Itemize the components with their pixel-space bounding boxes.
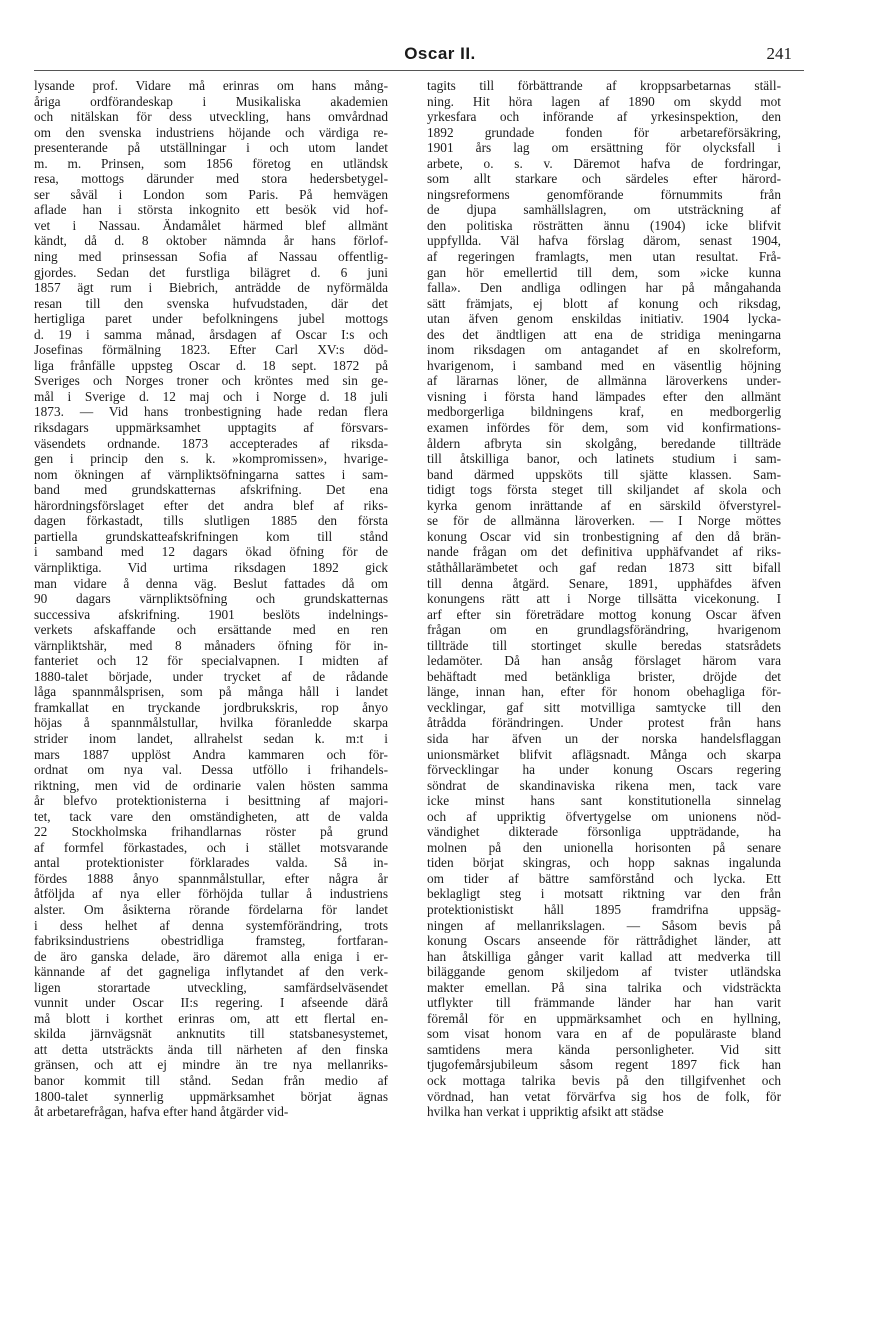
text-line: tagits till förbättrande af kroppsarbetarnas ställ- — [427, 78, 781, 93]
text-line: af lärarnas löner, de allmänna läroverkens under- — [427, 373, 781, 389]
text-line: han åtskilliga gånger varit kallad att medverka till — [427, 948, 781, 964]
text-line: och af uppriktig öfvertygelse om unionens nöd- — [427, 808, 781, 824]
text-line: tidigt togs första steget till skiljandet af skola och — [427, 482, 781, 498]
text-line: ligen storartade utveckling, samfärdselväsendet — [34, 979, 388, 995]
left-column — [34, 78, 388, 1120]
text-line: om tider af bättre samförstånd och lycka. Ett — [427, 870, 781, 886]
text-line: des det ändtligen att ena de stridiga meningarna — [427, 326, 781, 342]
text-line: af regeringen framlagts, men utan resultat. Frå- — [427, 249, 781, 265]
text-line: dagen förkastadt, tills slutligen 1885 den första — [34, 513, 388, 529]
text-line: riktning, men vid de ordinarie valen hösten samma — [34, 777, 388, 793]
right-column — [427, 78, 781, 1120]
text-line: ser såväl i London som Paris. På hemvägen — [34, 186, 388, 202]
text-line: förvecklingar ha under konung Oscars regering — [427, 762, 781, 778]
text-line: höjas å spannmålstullar, hvilka föranledde skarpa — [34, 715, 388, 731]
text-line: länge, innan han, efter för honom obehagliga för- — [427, 684, 781, 700]
text-line: mål i Sverige d. 12 maj och i Norge d. 18 juli — [34, 388, 388, 404]
text-line: åldern afbryta sin skolgång, beredande tillträde — [427, 435, 781, 451]
text-line: Josefinas förmälning 1823. Efter Carl XV:s död- — [34, 342, 388, 358]
header-rule — [34, 70, 804, 71]
text-line: konung Oscar vid sin tronbestigning af den då brän- — [427, 528, 781, 544]
text-line: utan äfven genom enskildas initiativ. 1904 lycka- — [427, 311, 781, 327]
running-head — [0, 40, 880, 68]
text-line: vet i Nassau. Ändamålet härmed blef allmänt — [34, 217, 388, 233]
text-line: tet, tack vare den omständigheten, att de valda — [34, 808, 388, 824]
text-line: makter emellan. På sina talrika och vidsträckta — [427, 979, 781, 995]
text-line: hertigliga paret under befolkningens jubel mottogs — [34, 311, 388, 327]
text-line: aflade han i största inkognito ett besök vid hof- — [34, 202, 388, 218]
text-line: om den svenska industriens höjande och värdiga re- — [34, 124, 388, 140]
text-line: tiden börjat skingras, och hopp saknas ingalunda — [427, 855, 781, 871]
text-line: gjordes. Sedan det furstliga bilägret d. 6 juni — [34, 264, 388, 280]
text-line: föremål för en uppmärksamhet och en hyllning, — [427, 1010, 781, 1026]
text-line: strider inom landet, allrahelst sedan k. m:t i — [34, 730, 388, 746]
text-line: biläggande genom skiljedom af tvister utländska — [427, 964, 781, 980]
text-line: frågan om en grundlagsförändring, hvarigenom — [427, 622, 781, 638]
text-line: riksdagars uppmärksamhet upptagits af försvars- — [34, 420, 388, 436]
text-line: den politiska rösträtten ännu (1904) icke blifvit — [427, 217, 781, 233]
text-line: 1873. — Vid hans tronbestigning hade redan flera — [34, 404, 388, 420]
text-line: arf efter sin företrädare mottog konung Oscar äfven — [427, 606, 781, 622]
text-line: uppfyllda. Väl hafva förslag därom, senast 1904, — [427, 233, 781, 249]
text-line: ningen af mellanrikslagen. — Såsom bevis på — [427, 917, 781, 933]
text-line: presenterande på utställningar i och utom landet — [34, 140, 388, 156]
text-line: man vidare å denna väg. Beslut fattades då om — [34, 575, 388, 591]
text-line: resan till den svenska hufvudstaden, där det — [34, 295, 388, 311]
text-line: nom ökningen af värnpliktsöfningarna sattes i sam- — [34, 466, 388, 482]
text-line: partiella grundskatteafskrifningen kom till stånd — [34, 528, 388, 544]
text-line: 90 dagars värnpliktsöfning och grundskatternas — [34, 591, 388, 607]
text-line: söndrat de skandinaviska rikena men, tack vare — [427, 777, 781, 793]
text-line: visning i första hand lämpades efter den allmänt — [427, 388, 781, 404]
text-line: alster. Om åsikterna rörande fördelarna för landet — [34, 901, 388, 917]
text-line: sätt främjats, ej blott af konung och riksdag, — [427, 295, 781, 311]
text-line: fabriksindustriens obestridliga framsteg, fortfaran- — [34, 933, 388, 949]
text-line: ordnat om nya val. Dessa utföllo i frihandels- — [34, 762, 388, 778]
text-line: åtrådda förändringen. Under protest från hans — [427, 715, 781, 731]
text-line: framkallat en tryckande jordbrukskris, rop ånyo — [34, 699, 388, 715]
text-line: väsendets ordnande. 1873 accepterades af riksda- — [34, 435, 388, 451]
text-line: samtidens mera kända personligheter. Vid sitt — [427, 1041, 781, 1057]
text-line: till denna åtgärd. Senare, 1891, upphäfdes äfven — [427, 575, 781, 591]
text-line: nande frågan om det definitiva upphäfvandet af riks- — [427, 544, 781, 560]
text-line: må blott i korthet erinras om, att ett flertal en- — [34, 1010, 388, 1026]
text-line: år blefvo protektionisterna i besittning af majori- — [34, 793, 388, 809]
text-line: 1857 ägt rum i Biebrich, anträdde de nyförmälda — [34, 280, 388, 296]
page-number: 241 — [766, 44, 792, 63]
text-line: behäftadt med betänkliga brister, dröjde det — [427, 668, 781, 684]
text-line: molnen på den unionella horisonten på senare — [427, 839, 781, 855]
text-line: och nitälskan för dess utveckling, hans omvårdnad — [34, 109, 388, 125]
text-line: härordningsförslaget efter det andra blef af riks- — [34, 497, 388, 513]
text-line: m. m. Prinsen, som 1856 företog en utländsk — [34, 155, 388, 171]
page-title: Oscar II. — [404, 44, 476, 63]
text-line: mars 1887 upplöst Andra kammaren och för- — [34, 746, 388, 762]
text-line: verkets afskaffande och ersättande med en ren — [34, 622, 388, 638]
text-line: liga frånfälle uppsteg Oscar d. 18 sept. 1872 på — [34, 357, 388, 373]
text-line: vecklingar, gaf sitt motvilliga samtycke till den — [427, 699, 781, 715]
text-line: band med grundskatternas afskrifning. Det ena — [34, 482, 388, 498]
text-line: ning. Hit höra lagen af 1890 om skydd mot — [427, 93, 781, 109]
text-line: tillträde till stortinget skulle beredas statsrådets — [427, 637, 781, 653]
text-line: kändt, då d. 8 oktober nämnda år hans förlof- — [34, 233, 388, 249]
text-line: d. 19 i samma månad, årsdagen af Oscar I:s och — [34, 326, 388, 342]
text-line: band därmed uppsköts till sjätte klassen. Sam- — [427, 466, 781, 482]
text-line: gan hör emellertid till dem, som »icke kunna — [427, 264, 781, 280]
text-line: 1880-talet började, under trycket af de rådande — [34, 668, 388, 684]
text-line: icke minst hans sant konstitutionella sinnelag — [427, 793, 781, 809]
text-line: Sveriges och Norges troner och kröntes med sin ge- — [34, 373, 388, 389]
text-line: 22 Stockholmska frihandlarnas röster på grund — [34, 824, 388, 840]
text-line: inom riksdagen om antagandet af en skolreform, — [427, 342, 781, 358]
text-line: unionsmärket blifvit aflägsnadt. Många och skarpa — [427, 746, 781, 762]
text-line: fördes 1888 ånyo spannmålstullar, efter några år — [34, 870, 388, 886]
text-line: som visat honom vara en af de populäraste bland — [427, 1026, 781, 1042]
text-line: af formfel förkastades, och i stället motsvarande — [34, 839, 388, 855]
text-line: ningsreformens genomförande förnummits från — [427, 186, 781, 202]
text-line: skilda järnvägsnät anknutits till statsbanesystemet, — [34, 1026, 388, 1042]
text-line: ning med prinsessan Sofia af Nassau offentlig- — [34, 249, 388, 265]
text-line: de äro ganska delade, äro däremot alla eniga i er- — [34, 948, 388, 964]
text-line: vändighet dikterade försonliga uppträdande, ha — [427, 824, 781, 840]
text-line: arbete, o. s. v. Däremot hafva de fordringar, — [427, 155, 781, 171]
text-line: värnpliktshär, med 8 månaders öfning för in- — [34, 637, 388, 653]
text-line: värnpliktiga. Vid urtima riksdagen 1892 gick — [34, 559, 388, 575]
text-line: fanteriet och 12 för specialvapnen. I midten af — [34, 653, 388, 669]
text-line: medborgerliga bildningens kraf, en medborgerlig — [427, 404, 781, 420]
text-line: de djupa samhällslagren, om utsträckning af — [427, 202, 781, 218]
text-line: till åtskilliga banor, och latinets studium i sam- — [427, 451, 781, 467]
text-line: 1901 års lag om ersättning för olycksfall i — [427, 140, 781, 156]
text-line: 1800-talet synnerlig uppmärksamhet börjat ägnas — [34, 1088, 388, 1104]
text-line: kyrka genom inrättande af en särskild öfverstyrel- — [427, 497, 781, 513]
text-line: gränsen, och att ej mindre än tre nya mellanriks- — [34, 1057, 388, 1073]
text-line: som allt starkare och särdeles efter härord- — [427, 171, 781, 187]
text-line: falla». Den andliga odlingen har på mångahanda — [427, 280, 781, 296]
text-line: se för de allmänna läroverken. — I Norge möttes — [427, 513, 781, 529]
text-line: banor kommit till stånd. Sedan från medio af — [34, 1073, 388, 1088]
text-line: i samband med 12 dagars ökad öfning för de — [34, 544, 388, 560]
text-line: protektionistiskt håll 1895 framdrifna uppsäg- — [427, 901, 781, 917]
text-line: resa, mottogs därunder med stora hedersbetygel- — [34, 171, 388, 187]
text-line: låga spannmålsprisen, som på många håll i landet — [34, 684, 388, 700]
text-line: konungens rätt att i Norge tillsätta vicekonung. I — [427, 591, 781, 607]
text-line: att detta utsträckts ända till närheten af den finska — [34, 1041, 388, 1057]
text-line: hvilka han verkat i uppriktig afsikt att städse — [427, 1104, 664, 1120]
text-line: ståthållarämbetet och gaf redan 1873 sitt bifall — [427, 559, 781, 575]
text-line: i dess helhet af denna systemförändring, trots — [34, 917, 388, 933]
text-line: gen i princip den s. k. »kompromissen», hvarige- — [34, 451, 388, 467]
text-line: utflykter till främmande länder har han varit — [427, 995, 781, 1011]
text-line: kännande af det gagneliga inflytandet af den verk- — [34, 964, 388, 980]
text-line: åtföljda af nya eller förhöjda tullar å industriens — [34, 886, 388, 902]
text-line: beklagligt steg i motsatt riktning var den från — [427, 886, 781, 902]
text-line: vördnad, han vetat förvärfva sig hos de folk, för — [427, 1088, 781, 1104]
text-line: åt arbetarefrågan, hafva efter hand åtgärder vid- — [34, 1104, 289, 1120]
text-line: åriga ordförandeskap i Musikaliska akademien — [34, 93, 388, 109]
text-line: hvarigenom, i samband med en väsentlig höjning — [427, 357, 781, 373]
text-line: lysande prof. Vidare må erinras om hans mång- — [34, 78, 388, 93]
text-line: ock mottaga talrika bevis på den tillgifvenhet och — [427, 1073, 781, 1088]
text-line: konung Oscars anseende för rättrådighet länder, att — [427, 933, 781, 949]
text-line: yrkesfara och införande af yrkesinspektion, den — [427, 109, 781, 125]
text-line: 1892 grundade fonden för arbetareförsäkring, — [427, 124, 781, 140]
text-line: ledamöter. Då han ansåg förslaget härom vara — [427, 653, 781, 669]
text-line: successiva afskrifning. 1901 beslöts indelnings- — [34, 606, 388, 622]
text-line: tjugofemårsjubileum såsom regent 1897 fick han — [427, 1057, 781, 1073]
text-line: vunnit under Oscar II:s regering. I afseende därå — [34, 995, 388, 1011]
text-line: sida har äfven un der norska handelsflaggan — [427, 730, 781, 746]
text-line: antal protektionister förklarades valda. Så in- — [34, 855, 388, 871]
text-line: examen infördes för dem, som vid konfirmations- — [427, 420, 781, 436]
